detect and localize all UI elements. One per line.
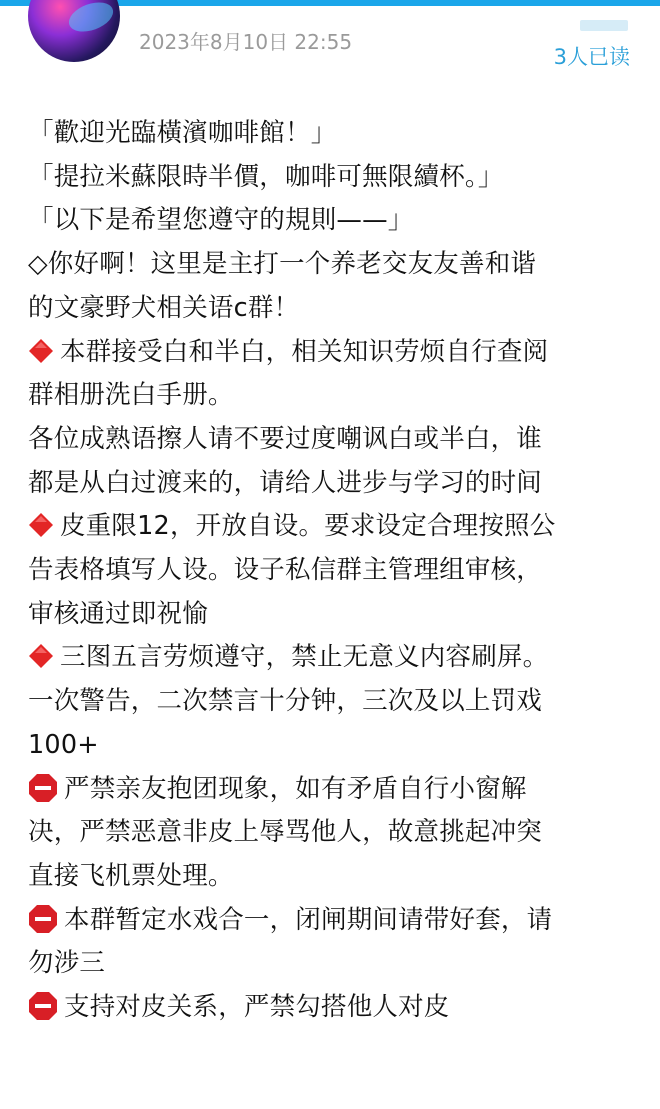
- red-diamond-icon: [28, 335, 54, 361]
- message-line: [28, 418, 638, 462]
- message-line: [28, 680, 638, 724]
- message-line-text: 直接飞机票处理。: [28, 860, 234, 891]
- avatar[interactable]: [28, 0, 120, 62]
- stop-sign-icon: [28, 991, 58, 1021]
- message-line: [28, 724, 638, 768]
- message-line-text: ◇你好啊！这里是主打一个养老交友友善和谐: [28, 249, 537, 280]
- message-line-text: 「以下是希望您遵守的規則——」: [28, 205, 414, 236]
- message-line: [28, 942, 638, 986]
- message-line-text: 勿涉三: [28, 948, 106, 979]
- message-line-text: 告表格填写人设。设子私信群主管理组审核，: [28, 555, 543, 586]
- message-line: [28, 156, 638, 200]
- message-line-text: 群相册洗白手册。: [28, 380, 234, 411]
- message-line: [28, 768, 638, 812]
- read-count[interactable]: 3人已读: [553, 45, 630, 69]
- message-line-text: 100+: [28, 729, 99, 760]
- message-line: [28, 986, 638, 1030]
- message-line: [28, 112, 638, 156]
- message-line: [28, 331, 638, 375]
- red-diamond-icon: [28, 640, 54, 666]
- message-line-text: 「提拉米蘇限時半價，咖啡可無限續杯。」: [28, 161, 504, 192]
- message-line-text: 支持对皮关系，严禁勾搭他人对皮: [64, 992, 450, 1023]
- red-diamond-icon: [28, 509, 54, 535]
- message-line: [28, 811, 638, 855]
- message-line: [28, 199, 638, 243]
- message-line-text: 严禁亲友抱团现象，如有矛盾自行小窗解: [64, 773, 527, 804]
- message-line: [28, 855, 638, 899]
- message-line-text: 本群暂定水戏合一，闭闸期间请带好套，请: [64, 904, 553, 935]
- message-line: [28, 899, 638, 943]
- message-line-text: 都是从白过渡来的，请给人进步与学习的时间: [28, 467, 543, 498]
- message-line: [28, 287, 638, 331]
- message-line-text: 本群接受白和半白，相关知识劳烦自行查阅: [60, 336, 549, 367]
- message-line: [28, 636, 638, 680]
- message-line: [28, 374, 638, 418]
- message-line: [28, 505, 638, 549]
- message-line-text: 三图五言劳烦遵守，禁止无意义内容刷屏。: [60, 642, 549, 673]
- message-line-text: 皮重限12，开放自设。要求设定合理按照公: [60, 511, 556, 542]
- message-line: [28, 462, 638, 506]
- message-line: [28, 243, 638, 287]
- message-timestamp: 2023年8月10日 22:55: [139, 30, 353, 54]
- message-line: [28, 593, 638, 637]
- stop-sign-icon: [28, 773, 58, 803]
- message-line-text: 决，严禁恶意非皮上辱骂他人，故意挑起冲突: [28, 817, 543, 848]
- message-line-text: 各位成熟语擦人请不要过度嘲讽白或半白，谁: [28, 423, 543, 454]
- stop-sign-icon: [28, 904, 58, 934]
- message-line-text: 的文豪野犬相关语c群！: [28, 292, 300, 323]
- message-line-text: 「歡迎光臨橫濱咖啡館！」: [28, 118, 337, 148]
- message-line: [28, 549, 638, 593]
- header-chip: [580, 20, 628, 31]
- message-line-text: 审核通过即祝愉: [28, 598, 208, 629]
- message-line-text: 一次警告，二次禁言十分钟，三次及以上罚戏: [28, 686, 543, 717]
- message-body: [28, 112, 638, 1030]
